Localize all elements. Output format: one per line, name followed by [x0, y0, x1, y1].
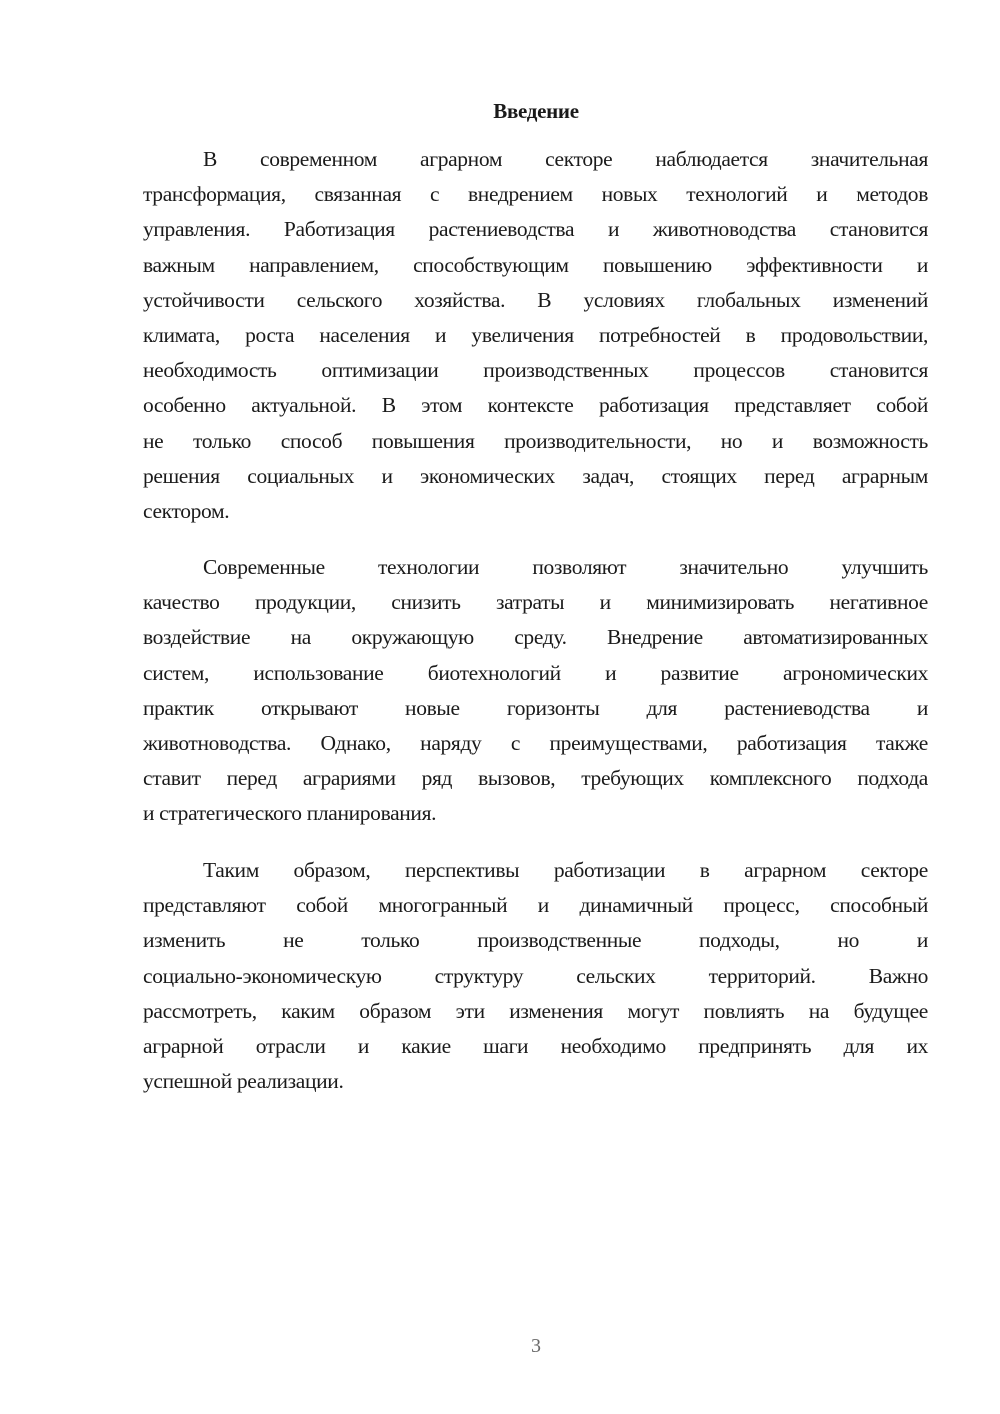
text-line: воздействие на окружающую среду. Внедрение автоматизированных [143, 625, 928, 650]
text-line: Таким образом, перспективы работизации в аграрном секторе [203, 858, 928, 882]
text-line: управления. Работизация растениеводства и животноводства становится [143, 217, 928, 242]
text-line: животноводства. Однако, наряду с преимуществами, работизация также [143, 730, 928, 755]
text-line: решения социальных и экономических задач, стоящих перед аграрным [143, 463, 928, 488]
text-line: представляют собой многогранный и динамичный процесс, способный [143, 893, 928, 918]
text-line: климата, роста населения и увеличения потребностей в продовольствии, [143, 322, 928, 347]
text-line: трансформация, связанная с внедрением новых технологий и методов [143, 182, 928, 207]
text-line: качество продукции, снизить затраты и минимизировать негативное [143, 590, 928, 615]
text-line: изменить не только производственные подходы, но и [143, 928, 928, 953]
text-line: В современном аграрном секторе наблюдается значительная [203, 147, 928, 171]
text-line: рассмотреть, каким образом эти изменения могут повлиять на будущее [143, 998, 928, 1023]
text-line: особенно актуальной. В этом контексте работизация представляет собой [143, 393, 928, 418]
text-line: сектором. [143, 498, 230, 523]
text-line: ставит перед аграриями ряд вызовов, требующих комплексного подхода [143, 766, 928, 791]
paragraph-1 [143, 142, 928, 529]
text-line: аграрной отрасли и какие шаги необходимо предпринять для их [143, 1033, 928, 1058]
paragraph-3 [143, 853, 928, 1099]
page-number: 3 [531, 1335, 541, 1357]
paragraph-2 [143, 550, 928, 832]
text-line: социально-экономическую структуру сельских территорий. Важно [143, 963, 928, 988]
text-line: устойчивости сельского хозяйства. В условиях глобальных изменений [143, 287, 928, 312]
text-line: успешной реализации. [143, 1069, 344, 1094]
text-line: Современные технологии позволяют значительно улучшить [203, 555, 928, 579]
section-heading: Введение [493, 99, 579, 123]
text-line: необходимость оптимизации производственных процессов становится [143, 358, 928, 383]
text-line: не только способ повышения производительности, но и возможность [143, 428, 928, 453]
text-line: важным направлением, способствующим повышению эффективности и [143, 252, 928, 277]
text-line: практик открывают новые горизонты для растениеводства и [143, 695, 928, 720]
text-line: систем, использование биотехнологий и развитие агрономических [143, 660, 928, 685]
text-line: и стратегического планирования. [143, 801, 437, 826]
